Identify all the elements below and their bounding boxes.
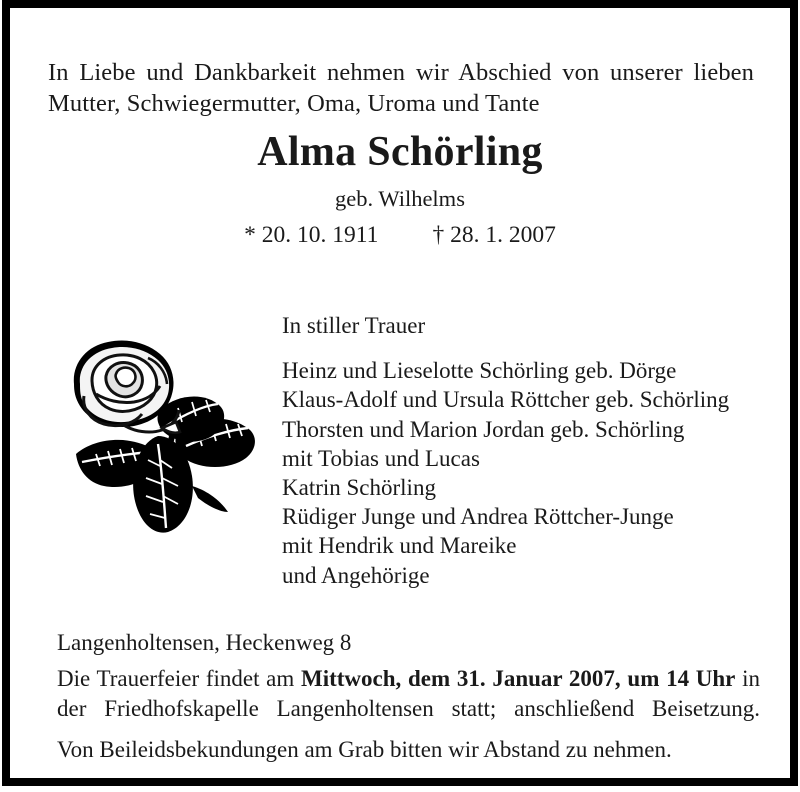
obituary-content (10, 8, 790, 778)
life-dates (10, 220, 790, 250)
mourning-heading: In stiller Trauer (282, 313, 426, 338)
mourner-line: mit Tobias und Lucas (282, 445, 480, 471)
service-emphasis: Mittwoch, dem 31. Januar 2007, um 14 Uhr (301, 666, 736, 691)
mourner-line: mit Hendrik und Mareike (282, 533, 517, 559)
maiden-name: geb. Wilhelms (335, 186, 465, 211)
mourner-line: Katrin Schörling (282, 475, 436, 501)
mourner-line: Rüdiger Junge und Andrea Röttcher-Junge (282, 504, 674, 530)
service-info (57, 664, 760, 724)
mourner-line: und Angehörige (282, 562, 430, 588)
birth-date: * 20. 10. 1911 (244, 222, 379, 248)
obituary-frame (2, 0, 798, 786)
deceased-name: Alma Schörling (257, 129, 543, 175)
mourner-line: Heinz und Lieselotte Schörling geb. Dörge (282, 358, 677, 384)
service-suffix: Beisetzung. (652, 696, 760, 721)
rose-illustration-icon (62, 336, 262, 548)
mourner-line: Klaus-Adolf und Ursula Röttcher geb. Schörling (282, 387, 730, 413)
death-date: † 28. 1. 2007 (432, 222, 556, 248)
mourners-block (282, 311, 762, 590)
name-block (10, 128, 790, 250)
service-prefix: Die Trauerfeier findet am (57, 666, 302, 691)
closing-note: Von Beileidsbekundungen am Grab bitten wir Abstand zu nehmen. (57, 737, 672, 762)
intro-paragraph: In Liebe und Dankbarkeit nehmen wir Abschied von unserer lieben Mutter, Schwiegermutter, Oma, Uroma und Tante (48, 58, 754, 117)
service-middle: in der Friedhofskapelle Langenholtensen statt; anschließend (57, 666, 761, 721)
mourner-line: Thorsten und Marion Jordan geb. Schörling (282, 416, 685, 442)
address-line: Langenholtensen, Heckenweg 8 (57, 630, 352, 655)
